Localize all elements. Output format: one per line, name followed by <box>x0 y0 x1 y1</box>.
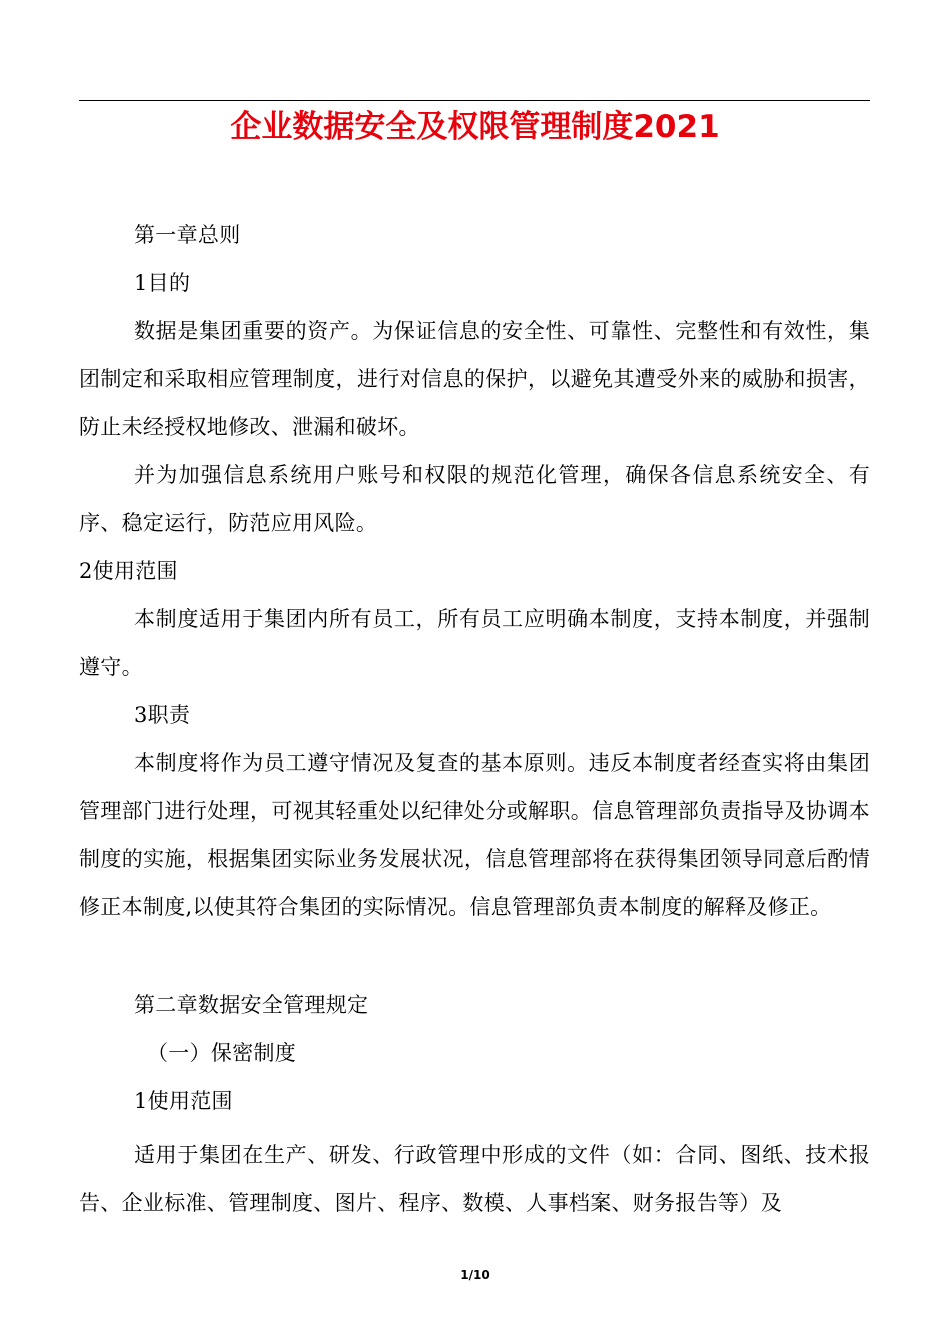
chapter-2-heading: 第二章数据安全管理规定 <box>134 993 369 1017</box>
header-rule <box>79 100 870 101</box>
paragraph-scope: 本制度适用于集团内所有员工，所有员工应明确本制度，支持本制度，并强制遵守。 <box>79 607 870 679</box>
paragraph-account-management: 并为加强信息系统用户账号和权限的规范化管理，确保各信息系统安全、有序、稳定运行，防范应用风险。 <box>79 463 870 535</box>
chapter-1-heading: 第一章总则 <box>134 223 241 247</box>
document-title: 企业数据安全及权限管理制度2021 <box>230 109 720 145</box>
paragraph-purpose: 数据是集团重要的资产。为保证信息的安全性、可靠性、完整性和有效性，集团制定和采取相应管理制度，进行对信息的保护，以避免其遭受外来的威胁和损害，防止未经授权地修改、泄漏和破坏。 <box>79 319 870 439</box>
paragraph-responsibility: 本制度将作为员工遵守情况及复查的基本原则。违反本制度者经查实将由集团管理部门进行处理，可视其轻重处以纪律处分或解职。信息管理部负责指导及协调本制度的实施，根据集团实际业务发展状况，信息管理部将在获得集团领导同意后酌情修正本制度,以使其符合集团的实际情况。信息管理部负责本制度的解释及修正。 <box>79 751 870 919</box>
section-scope-heading: 2使用范围 <box>79 559 178 583</box>
page-number: 1/10 <box>460 1268 490 1282</box>
section-purpose-heading: 1目的 <box>134 271 191 295</box>
section-scope-heading-2: 1使用范围 <box>134 1089 233 1113</box>
paragraph-confidentiality-scope: 适用于集团在生产、研发、行政管理中形成的文件（如：合同、图纸、技术报告、企业标准、管理制度、图片、程序、数模、人事档案、财务报告等）及 <box>79 1143 870 1215</box>
subsection-confidentiality-heading: （一）保密制度 <box>147 1041 297 1065</box>
section-responsibility-heading: 3职责 <box>134 703 191 727</box>
